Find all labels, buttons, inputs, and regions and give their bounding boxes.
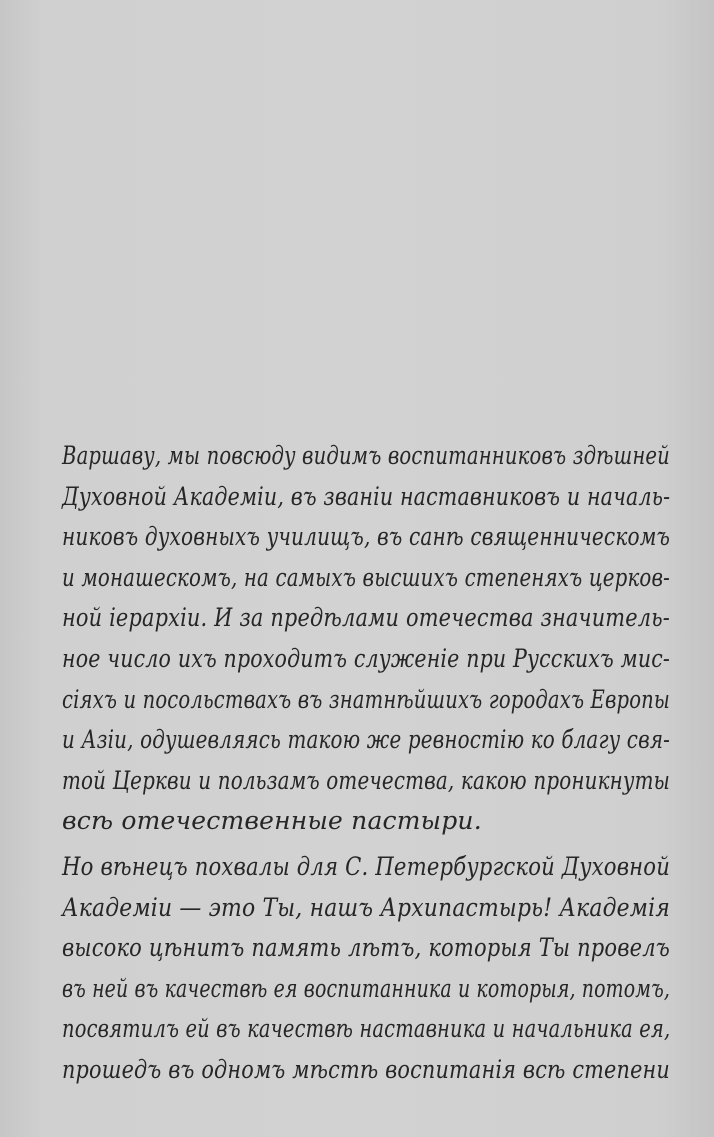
text-line: ной іерархіи. И за предѣлами отечества значитель- [62,603,671,633]
text-line: той Церкви и пользамъ отечества, какою проникнуты [62,765,670,795]
text-line: прошедъ въ одномъ мѣстѣ воспитанія всѣ степени [62,1054,670,1084]
text-line: и Азіи, одушевляясь такою же ревностію ко благу свя- [62,725,671,755]
text-line: высоко цѣнитъ память лѣтъ, которыя Ты провелъ [62,933,670,963]
text-line: въ ней въ качествѣ ея воспитанника и которыя, потомъ, [62,973,671,1003]
paragraph-1 [62,436,670,842]
text-line: Академіи — это Ты, нашъ Архипастырь! Академія [62,892,671,922]
text-line: посвятилъ ей въ качествѣ наставника и начальника ея, [62,1014,671,1044]
text-line: всѣ отечественные пастыри. [62,806,482,836]
text-line: ное число ихъ проходитъ служеніе при Русскихъ мис- [62,643,670,673]
paragraph-2 [62,847,670,1091]
text-line: и монашескомъ, на самыхъ высшихъ степеняхъ церков- [62,562,670,592]
text-line: никовъ духовныхъ училищъ, въ санѣ священническомъ [62,522,671,552]
text-line: Духовной Академіи, въ званіи наставниковъ и началь- [62,481,671,511]
text-line: Но вѣнецъ похвалы для С. Петербургской Духовной [62,852,671,881]
text-line: Варшаву, мы повсюду видимъ воспитанниковъ здѣшней [62,441,670,470]
text-line: сіяхъ и посольствахъ въ знатнѣйшихъ городахъ Европы [62,684,671,714]
